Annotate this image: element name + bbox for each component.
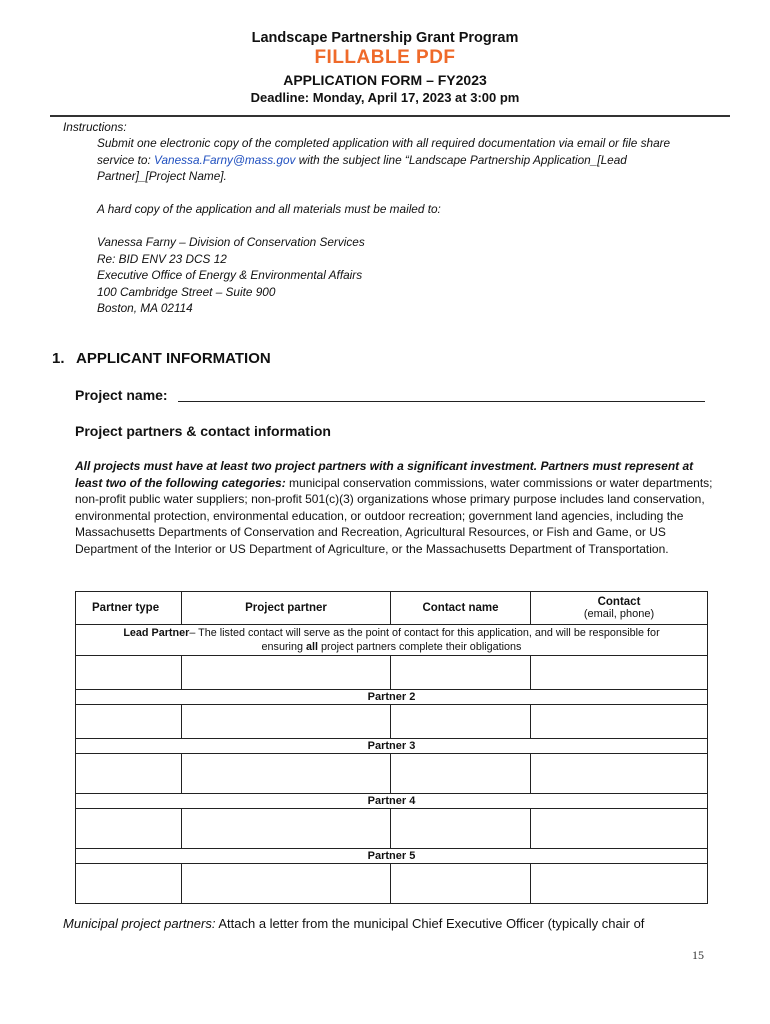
application-form-title: APPLICATION FORM – FY2023 [283, 72, 487, 88]
municipal-partners-label: Municipal project partners: [63, 916, 216, 931]
lead-contact-cell[interactable] [531, 656, 708, 690]
header-contact [531, 592, 708, 625]
partners-heading: Project partners & contact information [75, 423, 331, 439]
partner-3-project-partner-cell[interactable] [182, 754, 391, 794]
requirements-emphasis: All projects must have at least two project partners with a significant investment. Partners must represent at least two of the following categories: [75, 459, 694, 490]
instructions-paragraph-1 [97, 135, 697, 185]
partner-2-label: Partner 2 [76, 690, 708, 705]
partners-table [75, 591, 708, 904]
address-line: Boston, MA 02114 [97, 301, 193, 315]
partner-5-type-cell[interactable] [76, 864, 182, 904]
instructions-p1-after: with the subject line “Landscape Partnership Application_[Lead Partner]_[Project Name]. [97, 152, 627, 183]
municipal-partners-body: Attach a letter from the municipal Chief Executive Officer (typically chair of [215, 916, 645, 931]
section-number: 1. [52, 350, 65, 367]
lead-partner-type-cell[interactable] [76, 656, 182, 690]
lead-contact-name-cell[interactable] [391, 656, 531, 690]
section-title: APPLICANT INFORMATION [76, 350, 271, 367]
table-row [76, 705, 708, 739]
lead-partner-description [76, 625, 708, 656]
instructions-paragraph-2: A hard copy of the application and all materials must be mailed to: [97, 202, 441, 216]
instructions-label: Instructions: [63, 120, 127, 134]
table-row [76, 864, 708, 904]
partner-2-type-cell[interactable] [76, 705, 182, 739]
partner-3-contact-cell[interactable] [531, 754, 708, 794]
address-line: Re: BID ENV 23 DCS 12 [97, 251, 227, 266]
section-heading [52, 350, 271, 367]
lead-partner-text-2b: all [305, 641, 318, 653]
requirements-body: municipal conservation commissions, water commissions or water departments; non-profit public water suppliers; non-profit 501(c)(3) organizations whose primary purpose includes land conservation, environmental protection, environmental education, or outdoor recreation; government land agencies, including the Massachusetts Departments of Conservation and Recreation, Agricultural Resources, or Fish and Game, or US Department of the Interior or US Department of Agriculture, or the Massachusetts Department of Transportation. [75, 475, 713, 556]
lead-project-partner-cell[interactable] [182, 656, 391, 690]
partner-2-contact-cell[interactable] [531, 705, 708, 739]
lead-partner-text-2a: ensuring [261, 641, 306, 653]
partners-requirements-paragraph [75, 458, 715, 558]
partner-4-contact-name-cell[interactable] [391, 809, 531, 849]
partner-2-project-partner-cell[interactable] [182, 705, 391, 739]
partner-4-label: Partner 4 [76, 794, 708, 809]
partner-label-row [76, 739, 708, 754]
contact-email-link[interactable]: Vanessa.Farny@mass.gov [154, 152, 296, 167]
table-row [76, 754, 708, 794]
header-divider [50, 115, 730, 117]
lead-partner-label: Lead Partner [123, 627, 190, 639]
partner-label-row [76, 849, 708, 864]
partner-3-contact-name-cell[interactable] [391, 754, 531, 794]
partner-3-label: Partner 3 [76, 739, 708, 754]
deadline-text: Deadline: Monday, April 17, 2023 at 3:00 pm [250, 90, 520, 105]
partner-2-contact-name-cell[interactable] [391, 705, 531, 739]
project-name-field[interactable] [178, 401, 705, 402]
partner-label-row [76, 690, 708, 705]
header-contact-sub: (email, phone) [583, 608, 655, 620]
partner-5-label: Partner 5 [76, 849, 708, 864]
table-header-row [76, 592, 708, 625]
fillable-pdf-label: FILLABLE PDF [314, 47, 456, 68]
instructions-p1-before: Submit one electronic copy of the completed application with all required documentation via email or file share service to: [97, 136, 671, 167]
project-name-label: Project name: [75, 387, 168, 403]
municipal-partners-text [63, 916, 644, 931]
lead-partner-row [76, 625, 708, 656]
mailing-address [97, 234, 697, 317]
address-line: 100 Cambridge Street – Suite 900 [97, 284, 276, 299]
header-contact-name: Contact name [391, 592, 531, 625]
partner-3-type-cell[interactable] [76, 754, 182, 794]
header-project-partner: Project partner [182, 592, 391, 625]
address-line: Vanessa Farny – Division of Conservation Services [97, 235, 365, 249]
page-number: 15 [692, 948, 704, 962]
partner-5-project-partner-cell[interactable] [182, 864, 391, 904]
partner-4-project-partner-cell[interactable] [182, 809, 391, 849]
partner-5-contact-cell[interactable] [531, 864, 708, 904]
partner-4-contact-cell[interactable] [531, 809, 708, 849]
lead-partner-text-1: – The listed contact will serve as the point of contact for this application, and will be responsible for [189, 627, 660, 639]
table-row [76, 656, 708, 690]
lead-partner-text-2c: project partners complete their obligations [317, 641, 522, 653]
program-title: Landscape Partnership Grant Program [251, 30, 519, 46]
header-contact-label: Contact [597, 596, 641, 608]
table-row [76, 809, 708, 849]
partner-4-type-cell[interactable] [76, 809, 182, 849]
partner-label-row [76, 794, 708, 809]
address-line: Executive Office of Energy & Environmental Affairs [97, 268, 363, 282]
header-partner-type: Partner type [76, 592, 182, 625]
partner-5-contact-name-cell[interactable] [391, 864, 531, 904]
